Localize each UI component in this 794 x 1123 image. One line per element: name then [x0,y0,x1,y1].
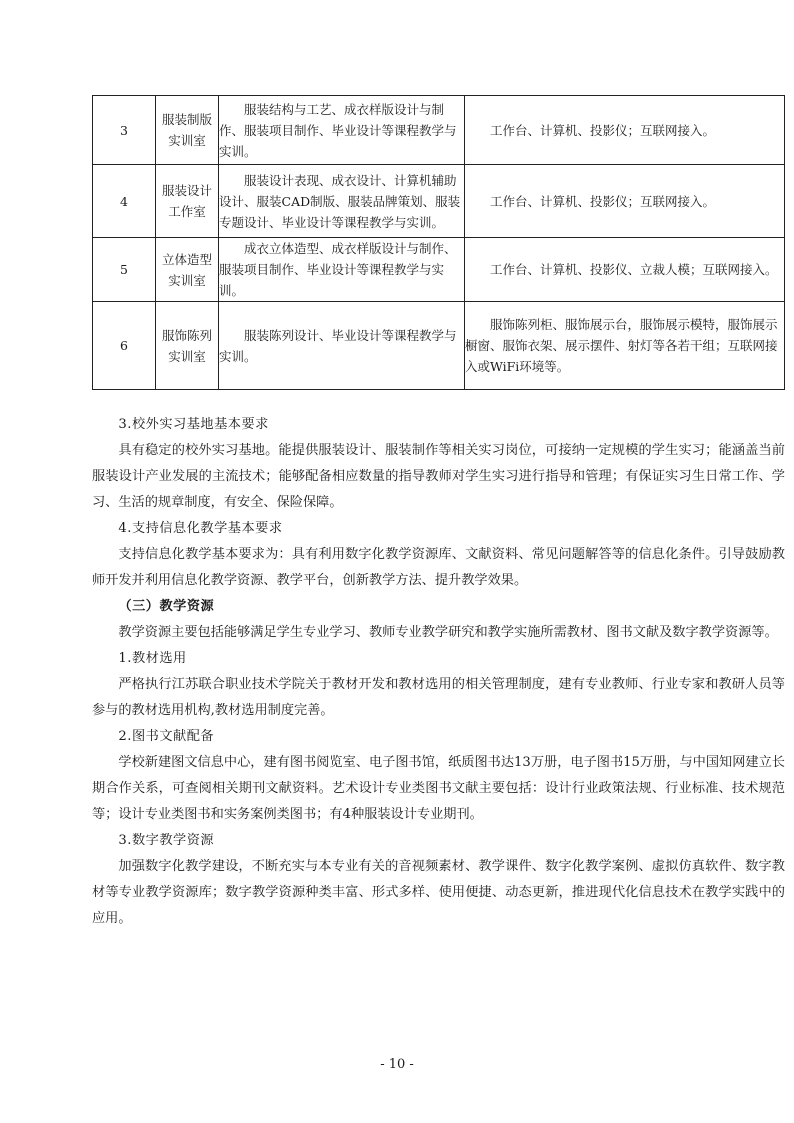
section-heading: 1.教材选用 [118,651,187,666]
room-name: 服饰陈列实训室 [156,302,219,390]
table-row [93,165,785,238]
section-paragraph: 具有稳定的校外实习基地。能提供服装设计、服装制作等相关实习岗位，可接纳一定规模的学生实习；能涵盖当前服装设计产业发展的主流技术；能够配备相应数量的指导教师对学生实习进行指导和管理；有保证实习生日常工作、学习、生活的规章制度，有安全、保险保障。 [92,443,785,510]
room-content: 服装陈列设计、毕业设计等课程教学与实训。 [219,302,465,390]
table-row [93,96,785,165]
body-text [92,412,785,932]
section-heading: （三）教学资源 [118,599,215,614]
section-heading: 3.数字教学资源 [118,833,215,848]
row-number: 4 [93,165,156,238]
room-equipment: 服饰陈列柜、服饰展示台，服饰展示模特，服饰展示橱窗、服饰衣架、展示摆件、射灯等各若干组；互联网接入或WiFi环境等。 [465,302,785,390]
room-equipment: 工作台、计算机、投影仪；互联网接入。 [465,165,785,238]
room-content: 成衣立体造型、成衣样版设计与制作、服装项目制作、毕业设计等课程教学与实训。 [219,238,465,302]
room-content: 服装设计表现、成衣设计、计算机辅助设计、服装CAD制版、服装品牌策划、服装专题设计、毕业设计等课程教学与实训。 [219,165,465,238]
section-paragraph: 学校新建图文信息中心，建有图书阅览室、电子图书馆，纸质图书达13万册，电子图书15万册，与中国知网建立长期合作关系，可查阅相关期刊文献资料。艺术设计专业类图书文献主要包括：设计行业政策法规、行业标准、技术规范等；设计专业类图书和实务案例类图书；有4种服装设计专业期刊。 [92,755,785,822]
room-name: 服装制版实训室 [156,96,219,165]
section-paragraph: 支持信息化教学基本要求为：具有利用数字化教学资源库、文献资料、常见问题解答等的信息化条件。引导鼓励教师开发并利用信息化教学资源、教学平台，创新教学方法、提升教学效果。 [92,547,785,588]
page-number: - 10 - [380,1057,414,1072]
section-heading: 4.支持信息化教学基本要求 [118,521,283,536]
section-heading: 3.校外实习基地基本要求 [118,417,269,432]
section-heading: 2.图书文献配备 [118,729,215,744]
room-name: 立体造型实训室 [156,238,219,302]
section-paragraph: 加强数字化教学建设，不断充实与本专业有关的音视频素材、教学课件、数字化教学案例、虚拟仿真软件、数字教材等专业教学资源库；数字教学资源种类丰富、形式多样、使用便捷、动态更新，推进现代化信息技术在教学实践中的应用。 [92,859,785,926]
section-paragraph: 严格执行江苏联合职业技术学院关于教材开发和教材选用的相关管理制度，建有专业教师、行业专家和教研人员等参与的教材选用机构,教材选用制度完善。 [92,677,785,718]
room-equipment: 工作台、计算机、投影仪、立裁人模；互联网接入。 [465,238,785,302]
room-equipment: 工作台、计算机、投影仪；互联网接入。 [465,96,785,165]
facilities-table [92,95,785,390]
table-row [93,238,785,302]
table-row [93,302,785,390]
section-paragraph: 教学资源主要包括能够满足学生专业学习、教师专业教学研究和教学实施所需教材、图书文献及数字教学资源等。 [118,625,778,640]
room-name: 服装设计工作室 [156,165,219,238]
row-number: 6 [93,302,156,390]
row-number: 5 [93,238,156,302]
room-content: 服装结构与工艺、成衣样版设计与制作、服装项目制作、毕业设计等课程教学与实训。 [219,96,465,165]
row-number: 3 [93,96,156,165]
